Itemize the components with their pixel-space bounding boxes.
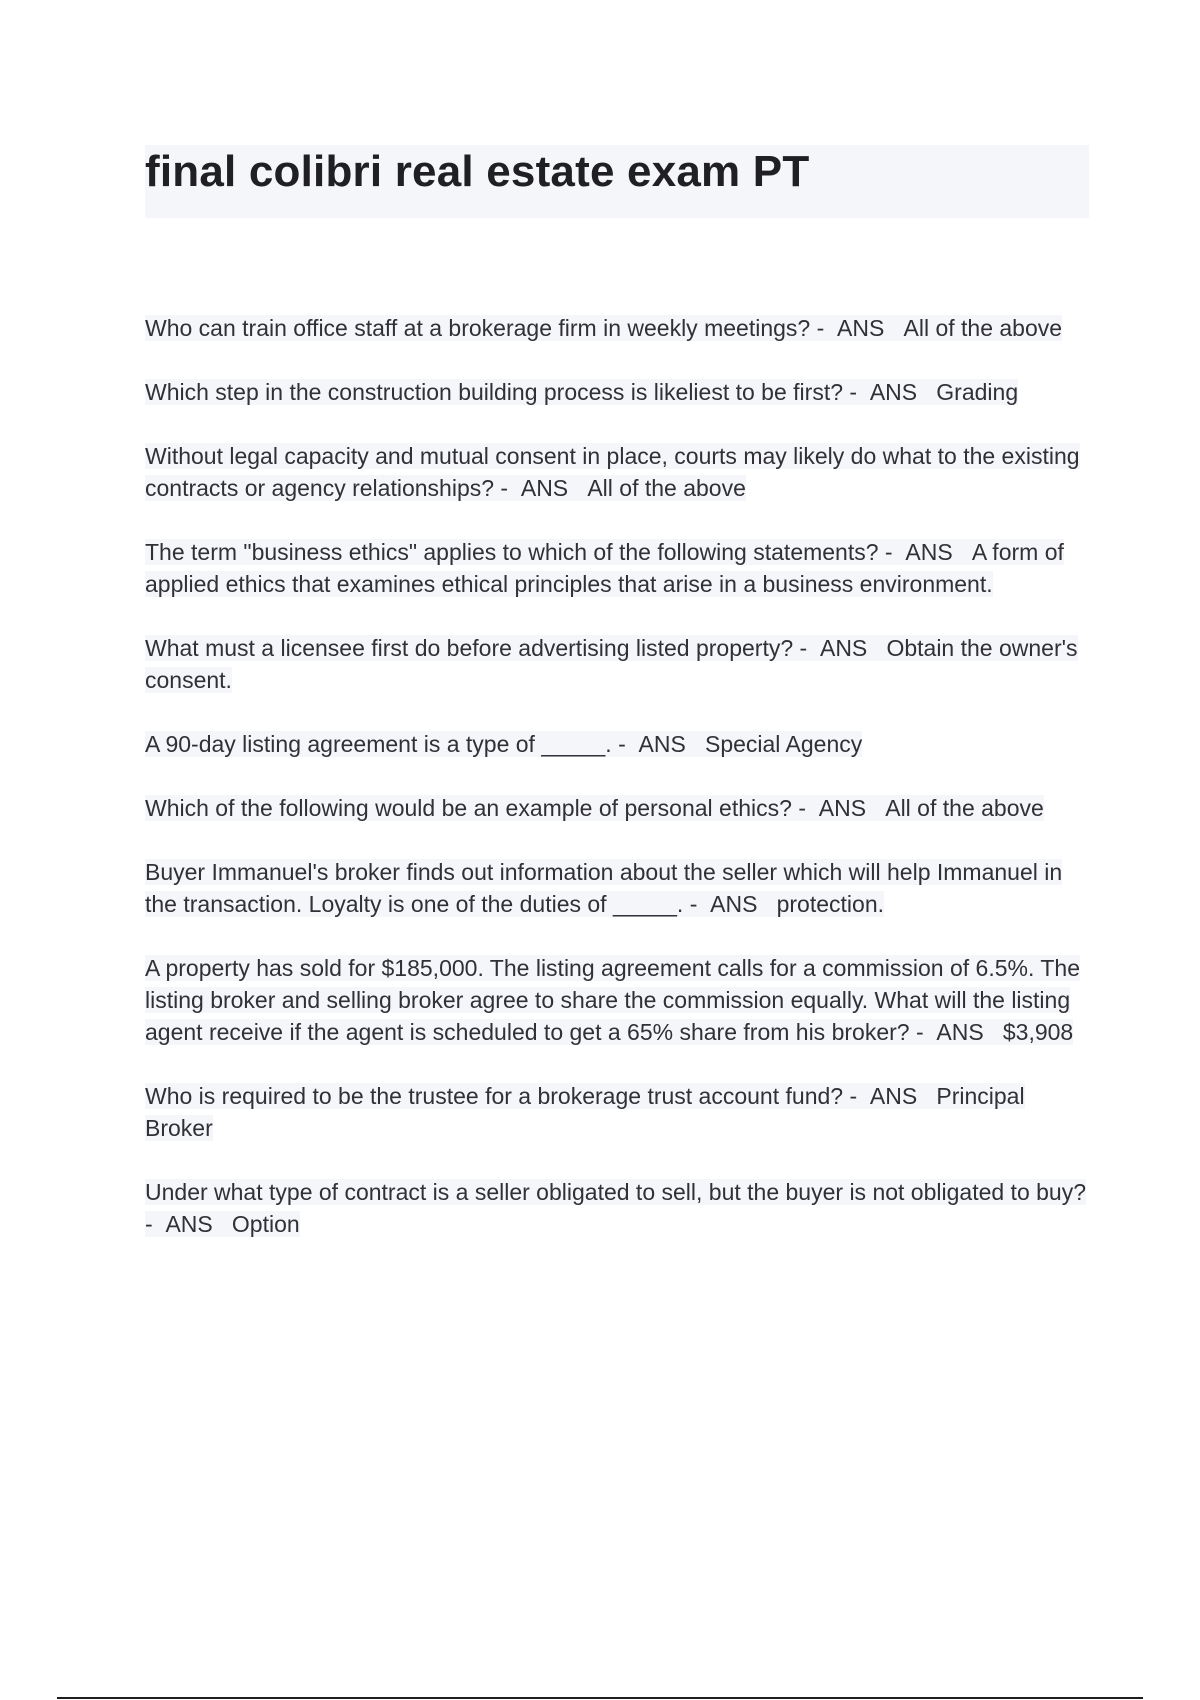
answer-text: $3,908 (1002, 1019, 1074, 1045)
qa-item (145, 952, 1090, 1048)
footer-rule (57, 1697, 1143, 1699)
answer-marker: ANS (869, 379, 918, 405)
question-text: A property has sold for $185,000. The listing agreement calls for a commission of 6.5%. The listing broker and selling broker agree to share the commission equally. What will the listing agent receive if the agent is scheduled to get a 65% share from his broker? - (145, 955, 1080, 1045)
answer-marker: ANS (520, 475, 569, 501)
question-text: A 90-day listing agreement is a type of _____. - (145, 731, 626, 757)
question-text: Which step in the construction building process is likeliest to be first? - (145, 379, 858, 405)
question-text: Who is required to be the trustee for a brokerage trust account fund? - (145, 1083, 858, 1109)
answer-text: Grading (936, 379, 1019, 405)
qa-item (145, 440, 1090, 504)
answer-text: Option (231, 1211, 300, 1237)
answer-text: protection. (776, 891, 885, 917)
answer-marker: ANS (818, 795, 867, 821)
qa-item (145, 632, 1090, 696)
question-text: The term "business ethics" applies to which of the following statements? - (145, 539, 893, 565)
answer-text: All of the above (587, 475, 746, 501)
question-text: Who can train office staff at a brokerage firm in weekly meetings? - (145, 315, 825, 341)
answer-marker: ANS (819, 635, 868, 661)
qa-item (145, 856, 1090, 920)
qa-item (145, 792, 1090, 824)
answer-marker: ANS (165, 1211, 213, 1237)
qa-item (145, 1176, 1090, 1240)
answer-text: Special Agency (704, 731, 863, 757)
answer-marker: ANS (869, 1083, 918, 1109)
qa-item (145, 376, 1090, 408)
answer-text: All of the above (903, 315, 1063, 341)
question-text: Buyer Immanuel's broker finds out information about the seller which will help Immanuel in the transaction. Loyalty is one of the duties of _____. - (145, 859, 1063, 917)
document-title: final colibri real estate exam PT (145, 147, 810, 196)
answer-text: A form of applied ethics that examines ethical principles that arise in a business environment. (145, 539, 1064, 597)
answer-text: Obtain the owner's consent. (145, 635, 1078, 693)
qa-item (145, 536, 1090, 600)
answer-marker: ANS (638, 731, 686, 757)
qa-item (145, 1080, 1090, 1144)
answer-marker: ANS (905, 539, 953, 565)
question-text: Which of the following would be an example of personal ethics? - (145, 795, 806, 821)
answer-marker: ANS (936, 1019, 984, 1045)
answer-text: Principal Broker (145, 1083, 1025, 1141)
qa-item (145, 728, 1090, 760)
question-text: Under what type of contract is a seller obligated to sell, but the buyer is not obligated to buy? - (145, 1179, 1087, 1237)
qa-list (145, 312, 1090, 1272)
question-text: Without legal capacity and mutual consent in place, courts may likely do what to the existing contracts or agency relationships? - (145, 443, 1080, 501)
question-text: What must a licensee first do before advertising listed property? - (145, 635, 808, 661)
answer-marker: ANS (710, 891, 758, 917)
answer-marker: ANS (837, 315, 885, 341)
answer-text: All of the above (885, 795, 1044, 821)
qa-item (145, 312, 1090, 344)
